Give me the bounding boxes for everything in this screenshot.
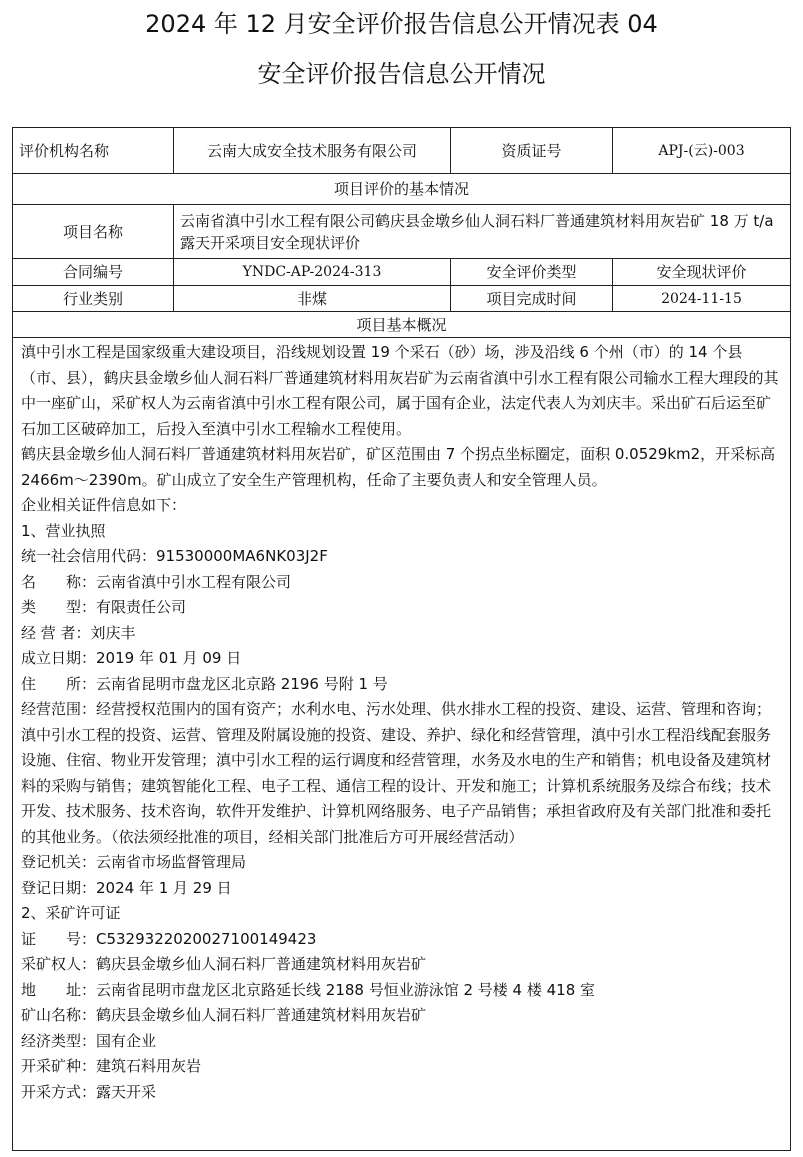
registration-authority: 登记机关：云南省市场监督管理局 [21, 853, 247, 871]
establish-date: 成立日期：2019 年 01 月 09 日 [21, 649, 242, 667]
document-title: 2024 年 12 月安全评价报告信息公开情况表 04 [145, 10, 658, 38]
company-address: 住 所：云南省昆明市盘龙区北京路 2196 号附 1 号 [21, 674, 388, 693]
industry-row [13, 286, 791, 312]
mineral-type: 开采矿种：建筑石料用灰岩 [21, 1057, 202, 1075]
eval-type-label: 安全评价类型 [451, 259, 613, 286]
overview-paragraph-1: 滇中引水工程是国家级重大建设项目，沿线规划设置 19 个采石（砂）场，涉及沿线 6 个州（市）的 14 个县（市、县），鹤庆县金墩乡仙人洞石料厂普通建筑材料用灰岩矿为云南省滇中引水工程有限公司输水工程大理段的其中一座矿山，采矿权人为云南省滇中引水工程有限公司，属于国有企业，法定代表人为刘庆丰。采出矿石后运至矿石加工区破碎加工，后投入至滇中引水工程输水工程使用。 [21, 343, 779, 438]
basic-section-title: 项目评价的基本情况 [13, 174, 791, 205]
basic-section-row [13, 174, 791, 205]
cert-label: 资质证号 [451, 128, 613, 174]
project-name-row [13, 205, 791, 259]
company-name: 名 称：云南省滇中引水工程有限公司 [21, 572, 292, 591]
mining-address: 地 址：云南省昆明市盘龙区北京路延长线 2188 号恒业游泳馆 2 号楼 4 楼 418 室 [21, 980, 596, 999]
business-scope: 经营范围：经营授权范围内的国有资产；水利水电、污水处理、供水排水工程的投资、建设、运营、管理和咨询；滇中引水工程的投资、运营、管理及附属设施的投资、建设、养护、绿化和经营管理，滇中引水工程沿线配套服务设施、住宿、物业开发管理；滇中引水工程的运行调度和经营管理，水务及水电的生产和销售；机电设备及建筑材料的采购与销售；建筑智能化工程、电子工程、通信工程的设计、开发和施工；计算机系统服务及综合布线；技术开发、技术服务、技术咨询，软件开发维护、计算机网络服务、电子产品销售；承担省政府及有关部门批准和委托的其他业务。（依法须经批准的项目，经相关部门批准后方可开展经营活动） [21, 700, 772, 846]
industry-label: 行业类别 [13, 286, 174, 312]
license-number: 证 号：C5329322020027100149423 [21, 929, 317, 948]
overview-row [13, 338, 791, 1151]
mining-method: 开采方式：露天开采 [21, 1082, 157, 1101]
section-business-license: 1、营业执照 [21, 521, 106, 540]
economic-type: 经济类型：国有企业 [21, 1031, 157, 1050]
operator: 经 营 者：刘庆丰 [21, 623, 136, 642]
credit-code: 统一社会信用代码：91530000MA6NK03J2F [21, 547, 328, 565]
contract-label: 合同编号 [13, 259, 174, 286]
eval-type-value: 安全现状评价 [613, 259, 791, 286]
info-table [12, 127, 791, 1151]
overview-title: 项目基本概况 [13, 312, 791, 338]
header-row [13, 128, 791, 174]
section-mining-license: 2、采矿许可证 [21, 904, 121, 922]
document-subtitle: 安全评价报告信息公开情况 [257, 60, 546, 88]
registration-date: 登记日期：2024 年 1 月 29 日 [21, 878, 232, 897]
project-name-value: 云南省滇中引水工程有限公司鹤庆县金墩乡仙人洞石料厂普通建筑材料用灰岩矿 18 万 t/a 露天开采项目安全现状评价 [174, 205, 791, 259]
overview-paragraph-3: 企业相关证件信息如下： [21, 496, 187, 514]
org-value: 云南大成安全技术服务有限公司 [174, 128, 451, 174]
contract-row [13, 259, 791, 286]
project-name-label: 项目名称 [13, 205, 174, 259]
complete-value: 2024-11-15 [613, 286, 791, 312]
company-type: 类 型：有限责任公司 [21, 598, 187, 616]
contract-value: YNDC-AP-2024-313 [174, 259, 451, 286]
mining-owner: 采矿权人：鹤庆县金墩乡仙人洞石料厂普通建筑材料用灰岩矿 [21, 955, 427, 973]
overview-body [13, 338, 791, 1151]
overview-paragraph-2: 鹤庆县金墩乡仙人洞石料厂普通建筑材料用灰岩矿，矿区范围由 7 个拐点坐标圈定，面积 0.0529km2，开采标高 2466m～2390m。矿山成立了安全生产管理机构，任命了主要负责人和安全管理人员。 [21, 445, 776, 489]
overview-title-row [13, 312, 791, 338]
cert-value: APJ-(云)-003 [613, 128, 791, 174]
complete-label: 项目完成时间 [451, 286, 613, 312]
org-label: 评价机构名称 [13, 128, 174, 174]
mine-name: 矿山名称：鹤庆县金墩乡仙人洞石料厂普通建筑材料用灰岩矿 [21, 1006, 427, 1024]
industry-value: 非煤 [174, 286, 451, 312]
